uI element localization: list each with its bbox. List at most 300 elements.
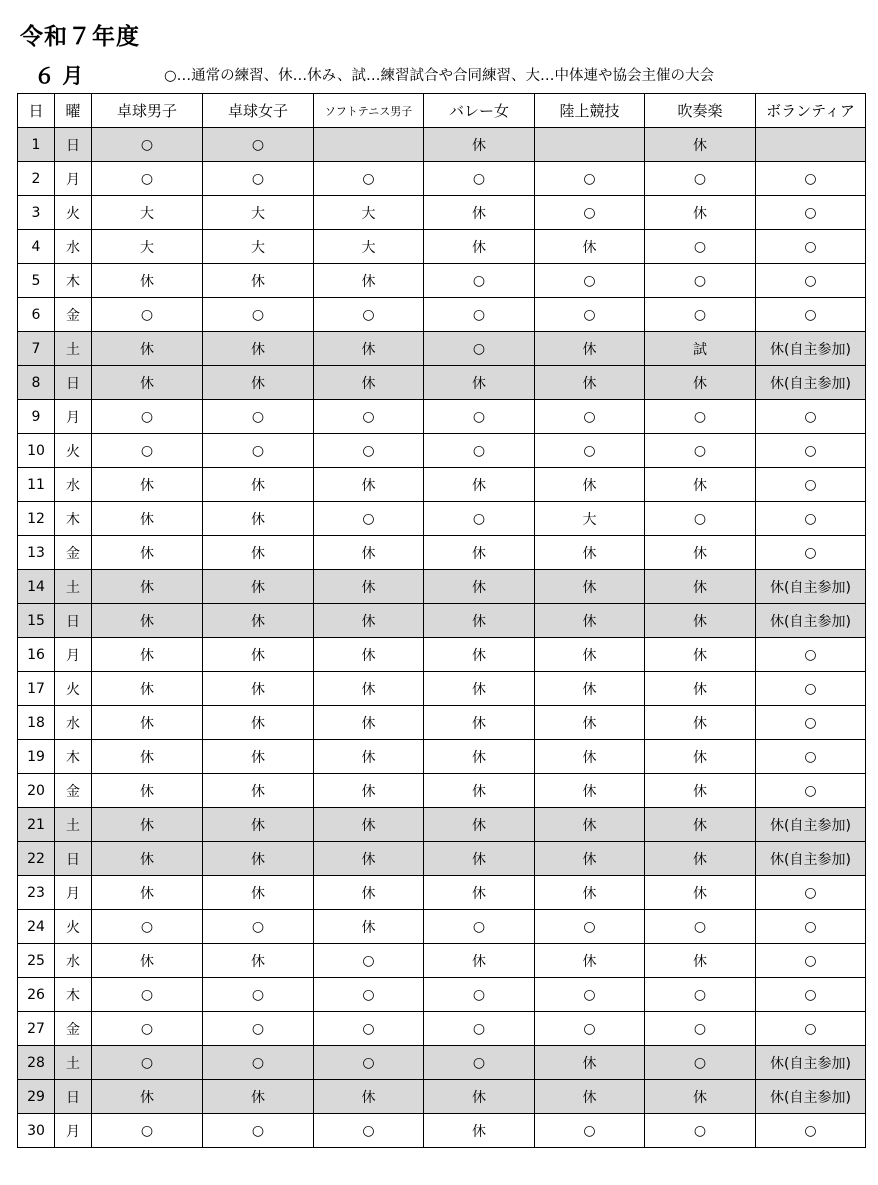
- day-cell: 18: [18, 706, 55, 740]
- weekday-cell: 日: [55, 842, 92, 876]
- status-cell: ○: [92, 1114, 203, 1148]
- status-cell: 休: [314, 570, 424, 604]
- status-cell: ○: [756, 910, 866, 944]
- weekday-cell: 日: [55, 604, 92, 638]
- weekday-cell: 金: [55, 536, 92, 570]
- status-cell: ○: [203, 298, 314, 332]
- status-cell: 休: [535, 1080, 645, 1114]
- status-cell: 休: [424, 230, 535, 264]
- weekday-cell: 木: [55, 502, 92, 536]
- status-cell: 休: [645, 944, 756, 978]
- status-cell: 大: [203, 230, 314, 264]
- table-row: [18, 774, 866, 808]
- status-cell: 休: [92, 502, 203, 536]
- status-cell: 休: [645, 468, 756, 502]
- status-cell: 休: [92, 332, 203, 366]
- status-cell: ○: [756, 638, 866, 672]
- status-cell: 休: [645, 774, 756, 808]
- status-cell: 休: [314, 332, 424, 366]
- header-cell: 卓球男子: [92, 94, 203, 128]
- day-cell: 20: [18, 774, 55, 808]
- status-cell: 休: [203, 944, 314, 978]
- status-cell: 休: [203, 468, 314, 502]
- status-cell: 休: [314, 536, 424, 570]
- day-cell: 9: [18, 400, 55, 434]
- status-cell: ○: [756, 536, 866, 570]
- day-cell: 14: [18, 570, 55, 604]
- status-cell: ○: [756, 230, 866, 264]
- weekday-cell: 月: [55, 162, 92, 196]
- status-cell: ○: [314, 1114, 424, 1148]
- status-cell: ○: [645, 502, 756, 536]
- status-cell: ○: [424, 910, 535, 944]
- status-cell: 休: [92, 808, 203, 842]
- status-cell: 休: [645, 808, 756, 842]
- status-cell: 休: [203, 536, 314, 570]
- table-row: [18, 1080, 866, 1114]
- status-cell: ○: [645, 1046, 756, 1080]
- status-cell: ○: [645, 162, 756, 196]
- status-cell: 休: [92, 1080, 203, 1114]
- status-cell: ○: [424, 264, 535, 298]
- status-cell: 休: [203, 264, 314, 298]
- day-cell: 7: [18, 332, 55, 366]
- table-body: [18, 128, 866, 1148]
- status-cell: ○: [424, 400, 535, 434]
- weekday-cell: 火: [55, 434, 92, 468]
- status-cell: 休: [424, 536, 535, 570]
- status-cell: 大: [535, 502, 645, 536]
- status-cell: ○: [424, 1012, 535, 1046]
- status-cell: 休: [535, 672, 645, 706]
- table-row: [18, 1012, 866, 1046]
- weekday-cell: 日: [55, 366, 92, 400]
- status-cell: ○: [424, 434, 535, 468]
- weekday-cell: 火: [55, 672, 92, 706]
- status-cell: ○: [535, 978, 645, 1012]
- status-cell: ○: [424, 298, 535, 332]
- day-cell: 13: [18, 536, 55, 570]
- status-cell: 休: [424, 128, 535, 162]
- status-cell: 休: [424, 1114, 535, 1148]
- day-cell: 23: [18, 876, 55, 910]
- day-cell: 21: [18, 808, 55, 842]
- status-cell: 休: [645, 604, 756, 638]
- status-cell: 休: [92, 366, 203, 400]
- table-row: [18, 536, 866, 570]
- status-cell: 休: [92, 536, 203, 570]
- weekday-cell: 日: [55, 1080, 92, 1114]
- table-row: [18, 876, 866, 910]
- status-cell: 休: [314, 808, 424, 842]
- status-cell: 休: [203, 604, 314, 638]
- weekday-cell: 月: [55, 1114, 92, 1148]
- status-cell: 休: [203, 808, 314, 842]
- weekday-cell: 金: [55, 774, 92, 808]
- day-cell: 10: [18, 434, 55, 468]
- day-cell: 6: [18, 298, 55, 332]
- status-cell: ○: [203, 1114, 314, 1148]
- status-cell: 休: [535, 740, 645, 774]
- status-cell: 休(自主参加): [756, 842, 866, 876]
- status-cell: ○: [756, 944, 866, 978]
- status-cell: 休: [203, 706, 314, 740]
- status-cell: ○: [756, 774, 866, 808]
- day-cell: 5: [18, 264, 55, 298]
- weekday-cell: 土: [55, 808, 92, 842]
- table-row: [18, 978, 866, 1012]
- status-cell: ○: [203, 128, 314, 162]
- status-cell: ○: [314, 400, 424, 434]
- status-cell: 休: [645, 672, 756, 706]
- status-cell: ○: [314, 502, 424, 536]
- status-cell: 休: [645, 366, 756, 400]
- header-cell: 曜: [55, 94, 92, 128]
- day-cell: 16: [18, 638, 55, 672]
- status-cell: 休: [203, 638, 314, 672]
- day-cell: 22: [18, 842, 55, 876]
- status-cell: 休: [203, 332, 314, 366]
- status-cell: 休: [535, 1046, 645, 1080]
- table-row: [18, 570, 866, 604]
- status-cell: 休: [645, 740, 756, 774]
- status-cell: ○: [203, 400, 314, 434]
- weekday-cell: 土: [55, 332, 92, 366]
- day-cell: 15: [18, 604, 55, 638]
- status-cell: ○: [314, 298, 424, 332]
- status-cell: ○: [535, 910, 645, 944]
- status-cell: 休: [645, 842, 756, 876]
- status-cell: ○: [756, 434, 866, 468]
- status-cell: ○: [645, 1012, 756, 1046]
- status-cell: 休: [645, 706, 756, 740]
- status-cell: ○: [756, 1114, 866, 1148]
- header-cell: バレー女: [424, 94, 535, 128]
- status-cell: 休: [535, 706, 645, 740]
- header-cell: 吹奏楽: [645, 94, 756, 128]
- status-cell: 休: [92, 264, 203, 298]
- status-cell: 休: [203, 366, 314, 400]
- header-cell: 卓球女子: [203, 94, 314, 128]
- status-cell: 休: [314, 366, 424, 400]
- day-cell: 12: [18, 502, 55, 536]
- status-cell: ○: [645, 910, 756, 944]
- status-cell: 休: [314, 876, 424, 910]
- status-cell: ○: [645, 298, 756, 332]
- status-cell: ○: [92, 978, 203, 1012]
- status-cell: 休: [424, 740, 535, 774]
- status-cell: [756, 128, 866, 162]
- status-cell: ○: [203, 1012, 314, 1046]
- status-cell: ○: [203, 1046, 314, 1080]
- status-cell: 休: [535, 570, 645, 604]
- status-cell: 休: [645, 570, 756, 604]
- status-cell: ○: [756, 162, 866, 196]
- status-cell: 休: [203, 570, 314, 604]
- status-cell: 休: [645, 876, 756, 910]
- weekday-cell: 木: [55, 264, 92, 298]
- status-cell: 休: [645, 638, 756, 672]
- status-cell: ○: [424, 162, 535, 196]
- status-cell: 休: [314, 672, 424, 706]
- status-cell: ○: [756, 400, 866, 434]
- status-cell: ○: [92, 434, 203, 468]
- status-cell: ○: [645, 434, 756, 468]
- status-cell: ○: [645, 264, 756, 298]
- status-cell: ○: [92, 400, 203, 434]
- status-cell: 休: [314, 264, 424, 298]
- status-cell: 休: [92, 944, 203, 978]
- status-cell: 休: [314, 910, 424, 944]
- status-cell: ○: [203, 434, 314, 468]
- status-cell: 休: [424, 468, 535, 502]
- table-row: [18, 230, 866, 264]
- status-cell: 休: [645, 128, 756, 162]
- day-cell: 25: [18, 944, 55, 978]
- status-cell: 休: [203, 740, 314, 774]
- status-cell: 休: [424, 604, 535, 638]
- status-cell: ○: [314, 434, 424, 468]
- month-label: ６ 月: [34, 64, 84, 88]
- status-cell: ○: [314, 162, 424, 196]
- status-cell: ○: [314, 978, 424, 1012]
- weekday-cell: 月: [55, 638, 92, 672]
- status-cell: 休: [424, 570, 535, 604]
- status-cell: ○: [535, 298, 645, 332]
- status-cell: ○: [756, 468, 866, 502]
- table-row: [18, 400, 866, 434]
- status-cell: 休: [314, 1080, 424, 1114]
- status-cell: 休: [645, 536, 756, 570]
- status-cell: ○: [645, 230, 756, 264]
- status-cell: ○: [535, 196, 645, 230]
- weekday-cell: 火: [55, 910, 92, 944]
- status-cell: ○: [424, 1046, 535, 1080]
- table-row: [18, 1114, 866, 1148]
- status-cell: 休(自主参加): [756, 1080, 866, 1114]
- status-cell: 休(自主参加): [756, 332, 866, 366]
- table-row: [18, 332, 866, 366]
- table-row: [18, 196, 866, 230]
- status-cell: 休: [424, 672, 535, 706]
- day-cell: 4: [18, 230, 55, 264]
- status-cell: ○: [756, 264, 866, 298]
- status-cell: 休: [424, 944, 535, 978]
- status-cell: ○: [756, 978, 866, 1012]
- weekday-cell: 木: [55, 740, 92, 774]
- status-cell: 休: [535, 468, 645, 502]
- status-cell: 休: [92, 638, 203, 672]
- status-cell: 休: [424, 774, 535, 808]
- status-cell: 休(自主参加): [756, 604, 866, 638]
- header-cell: ボランティア: [756, 94, 866, 128]
- weekday-cell: 土: [55, 570, 92, 604]
- status-cell: 試: [645, 332, 756, 366]
- status-cell: 休: [203, 876, 314, 910]
- weekday-cell: 月: [55, 876, 92, 910]
- day-cell: 8: [18, 366, 55, 400]
- status-cell: 休: [535, 366, 645, 400]
- status-cell: ○: [203, 162, 314, 196]
- status-cell: 休: [314, 604, 424, 638]
- status-cell: 休(自主参加): [756, 366, 866, 400]
- status-cell: 休: [424, 808, 535, 842]
- status-cell: 休: [424, 876, 535, 910]
- status-cell: 休: [645, 196, 756, 230]
- status-cell: ○: [92, 298, 203, 332]
- status-cell: ○: [756, 876, 866, 910]
- status-cell: 休: [92, 468, 203, 502]
- status-cell: 休(自主参加): [756, 570, 866, 604]
- status-cell: 休: [92, 604, 203, 638]
- status-cell: ○: [535, 1114, 645, 1148]
- weekday-cell: 木: [55, 978, 92, 1012]
- header-row: [18, 94, 866, 128]
- header-cell: ソフトテニス男子: [314, 94, 424, 128]
- day-cell: 26: [18, 978, 55, 1012]
- weekday-cell: 金: [55, 298, 92, 332]
- table-row: [18, 808, 866, 842]
- status-cell: 休: [314, 468, 424, 502]
- table-row: [18, 502, 866, 536]
- status-cell: ○: [756, 740, 866, 774]
- status-cell: ○: [535, 400, 645, 434]
- day-cell: 28: [18, 1046, 55, 1080]
- status-cell: ○: [424, 978, 535, 1012]
- status-cell: 休: [314, 740, 424, 774]
- day-cell: 19: [18, 740, 55, 774]
- status-cell: ○: [424, 502, 535, 536]
- status-cell: 大: [314, 196, 424, 230]
- status-cell: 休: [645, 1080, 756, 1114]
- status-cell: ○: [92, 1046, 203, 1080]
- status-cell: 休: [314, 638, 424, 672]
- table-row: [18, 638, 866, 672]
- status-cell: [535, 128, 645, 162]
- table-row: [18, 298, 866, 332]
- weekday-cell: 水: [55, 230, 92, 264]
- table-row: [18, 1046, 866, 1080]
- status-cell: ○: [92, 128, 203, 162]
- day-cell: 29: [18, 1080, 55, 1114]
- status-cell: ○: [314, 944, 424, 978]
- day-cell: 2: [18, 162, 55, 196]
- table-row: [18, 604, 866, 638]
- status-cell: 休: [424, 842, 535, 876]
- status-cell: 休: [535, 332, 645, 366]
- status-cell: 休: [424, 1080, 535, 1114]
- status-cell: 大: [92, 196, 203, 230]
- day-cell: 27: [18, 1012, 55, 1046]
- status-cell: ○: [756, 502, 866, 536]
- status-cell: ○: [756, 672, 866, 706]
- status-cell: ○: [645, 978, 756, 1012]
- status-cell: 休: [535, 230, 645, 264]
- status-cell: ○: [203, 978, 314, 1012]
- status-cell: ○: [756, 1012, 866, 1046]
- status-cell: 休: [203, 502, 314, 536]
- status-cell: ○: [756, 196, 866, 230]
- status-cell: 休: [92, 774, 203, 808]
- status-cell: 休: [424, 638, 535, 672]
- status-cell: [314, 128, 424, 162]
- table-row: [18, 162, 866, 196]
- weekday-cell: 土: [55, 1046, 92, 1080]
- weekday-cell: 火: [55, 196, 92, 230]
- status-cell: ○: [535, 434, 645, 468]
- status-cell: 休: [92, 706, 203, 740]
- status-cell: 休(自主参加): [756, 1046, 866, 1080]
- status-cell: ○: [645, 400, 756, 434]
- day-cell: 3: [18, 196, 55, 230]
- status-cell: 休(自主参加): [756, 808, 866, 842]
- status-cell: 休: [424, 196, 535, 230]
- status-cell: 大: [203, 196, 314, 230]
- status-cell: ○: [756, 298, 866, 332]
- status-cell: ○: [535, 162, 645, 196]
- status-cell: 休: [92, 672, 203, 706]
- status-cell: 休: [92, 876, 203, 910]
- status-cell: ○: [535, 1012, 645, 1046]
- status-cell: 休: [203, 842, 314, 876]
- weekday-cell: 日: [55, 128, 92, 162]
- weekday-cell: 金: [55, 1012, 92, 1046]
- status-cell: 大: [92, 230, 203, 264]
- day-cell: 1: [18, 128, 55, 162]
- status-cell: ○: [314, 1012, 424, 1046]
- page-title: 令和７年度: [20, 24, 140, 50]
- weekday-cell: 月: [55, 400, 92, 434]
- table-row: [18, 842, 866, 876]
- header-cell: 陸上競技: [535, 94, 645, 128]
- table-row: [18, 706, 866, 740]
- status-cell: ○: [756, 706, 866, 740]
- status-cell: 休: [535, 638, 645, 672]
- status-cell: 休: [535, 808, 645, 842]
- schedule-table: [17, 93, 866, 1148]
- table-row: [18, 740, 866, 774]
- status-cell: ○: [314, 1046, 424, 1080]
- status-cell: 休: [92, 740, 203, 774]
- table-row: [18, 468, 866, 502]
- header-cell: 日: [18, 94, 55, 128]
- legend-text: ○…通常の練習、休…休み、試…練習試合や合同練習、大…中体連や協会主催の大会: [164, 68, 715, 84]
- day-cell: 24: [18, 910, 55, 944]
- table-row: [18, 434, 866, 468]
- status-cell: 休: [535, 876, 645, 910]
- status-cell: ○: [645, 1114, 756, 1148]
- status-cell: 休: [535, 842, 645, 876]
- status-cell: 休: [314, 706, 424, 740]
- day-cell: 11: [18, 468, 55, 502]
- day-cell: 17: [18, 672, 55, 706]
- status-cell: ○: [92, 162, 203, 196]
- status-cell: 休: [535, 774, 645, 808]
- status-cell: 休: [424, 706, 535, 740]
- status-cell: 休: [92, 570, 203, 604]
- weekday-cell: 水: [55, 468, 92, 502]
- status-cell: 休: [424, 366, 535, 400]
- status-cell: ○: [92, 1012, 203, 1046]
- status-cell: ○: [203, 910, 314, 944]
- table-row: [18, 366, 866, 400]
- status-cell: 休: [535, 536, 645, 570]
- status-cell: 休: [535, 944, 645, 978]
- status-cell: ○: [424, 332, 535, 366]
- weekday-cell: 水: [55, 706, 92, 740]
- status-cell: 大: [314, 230, 424, 264]
- status-cell: 休: [535, 604, 645, 638]
